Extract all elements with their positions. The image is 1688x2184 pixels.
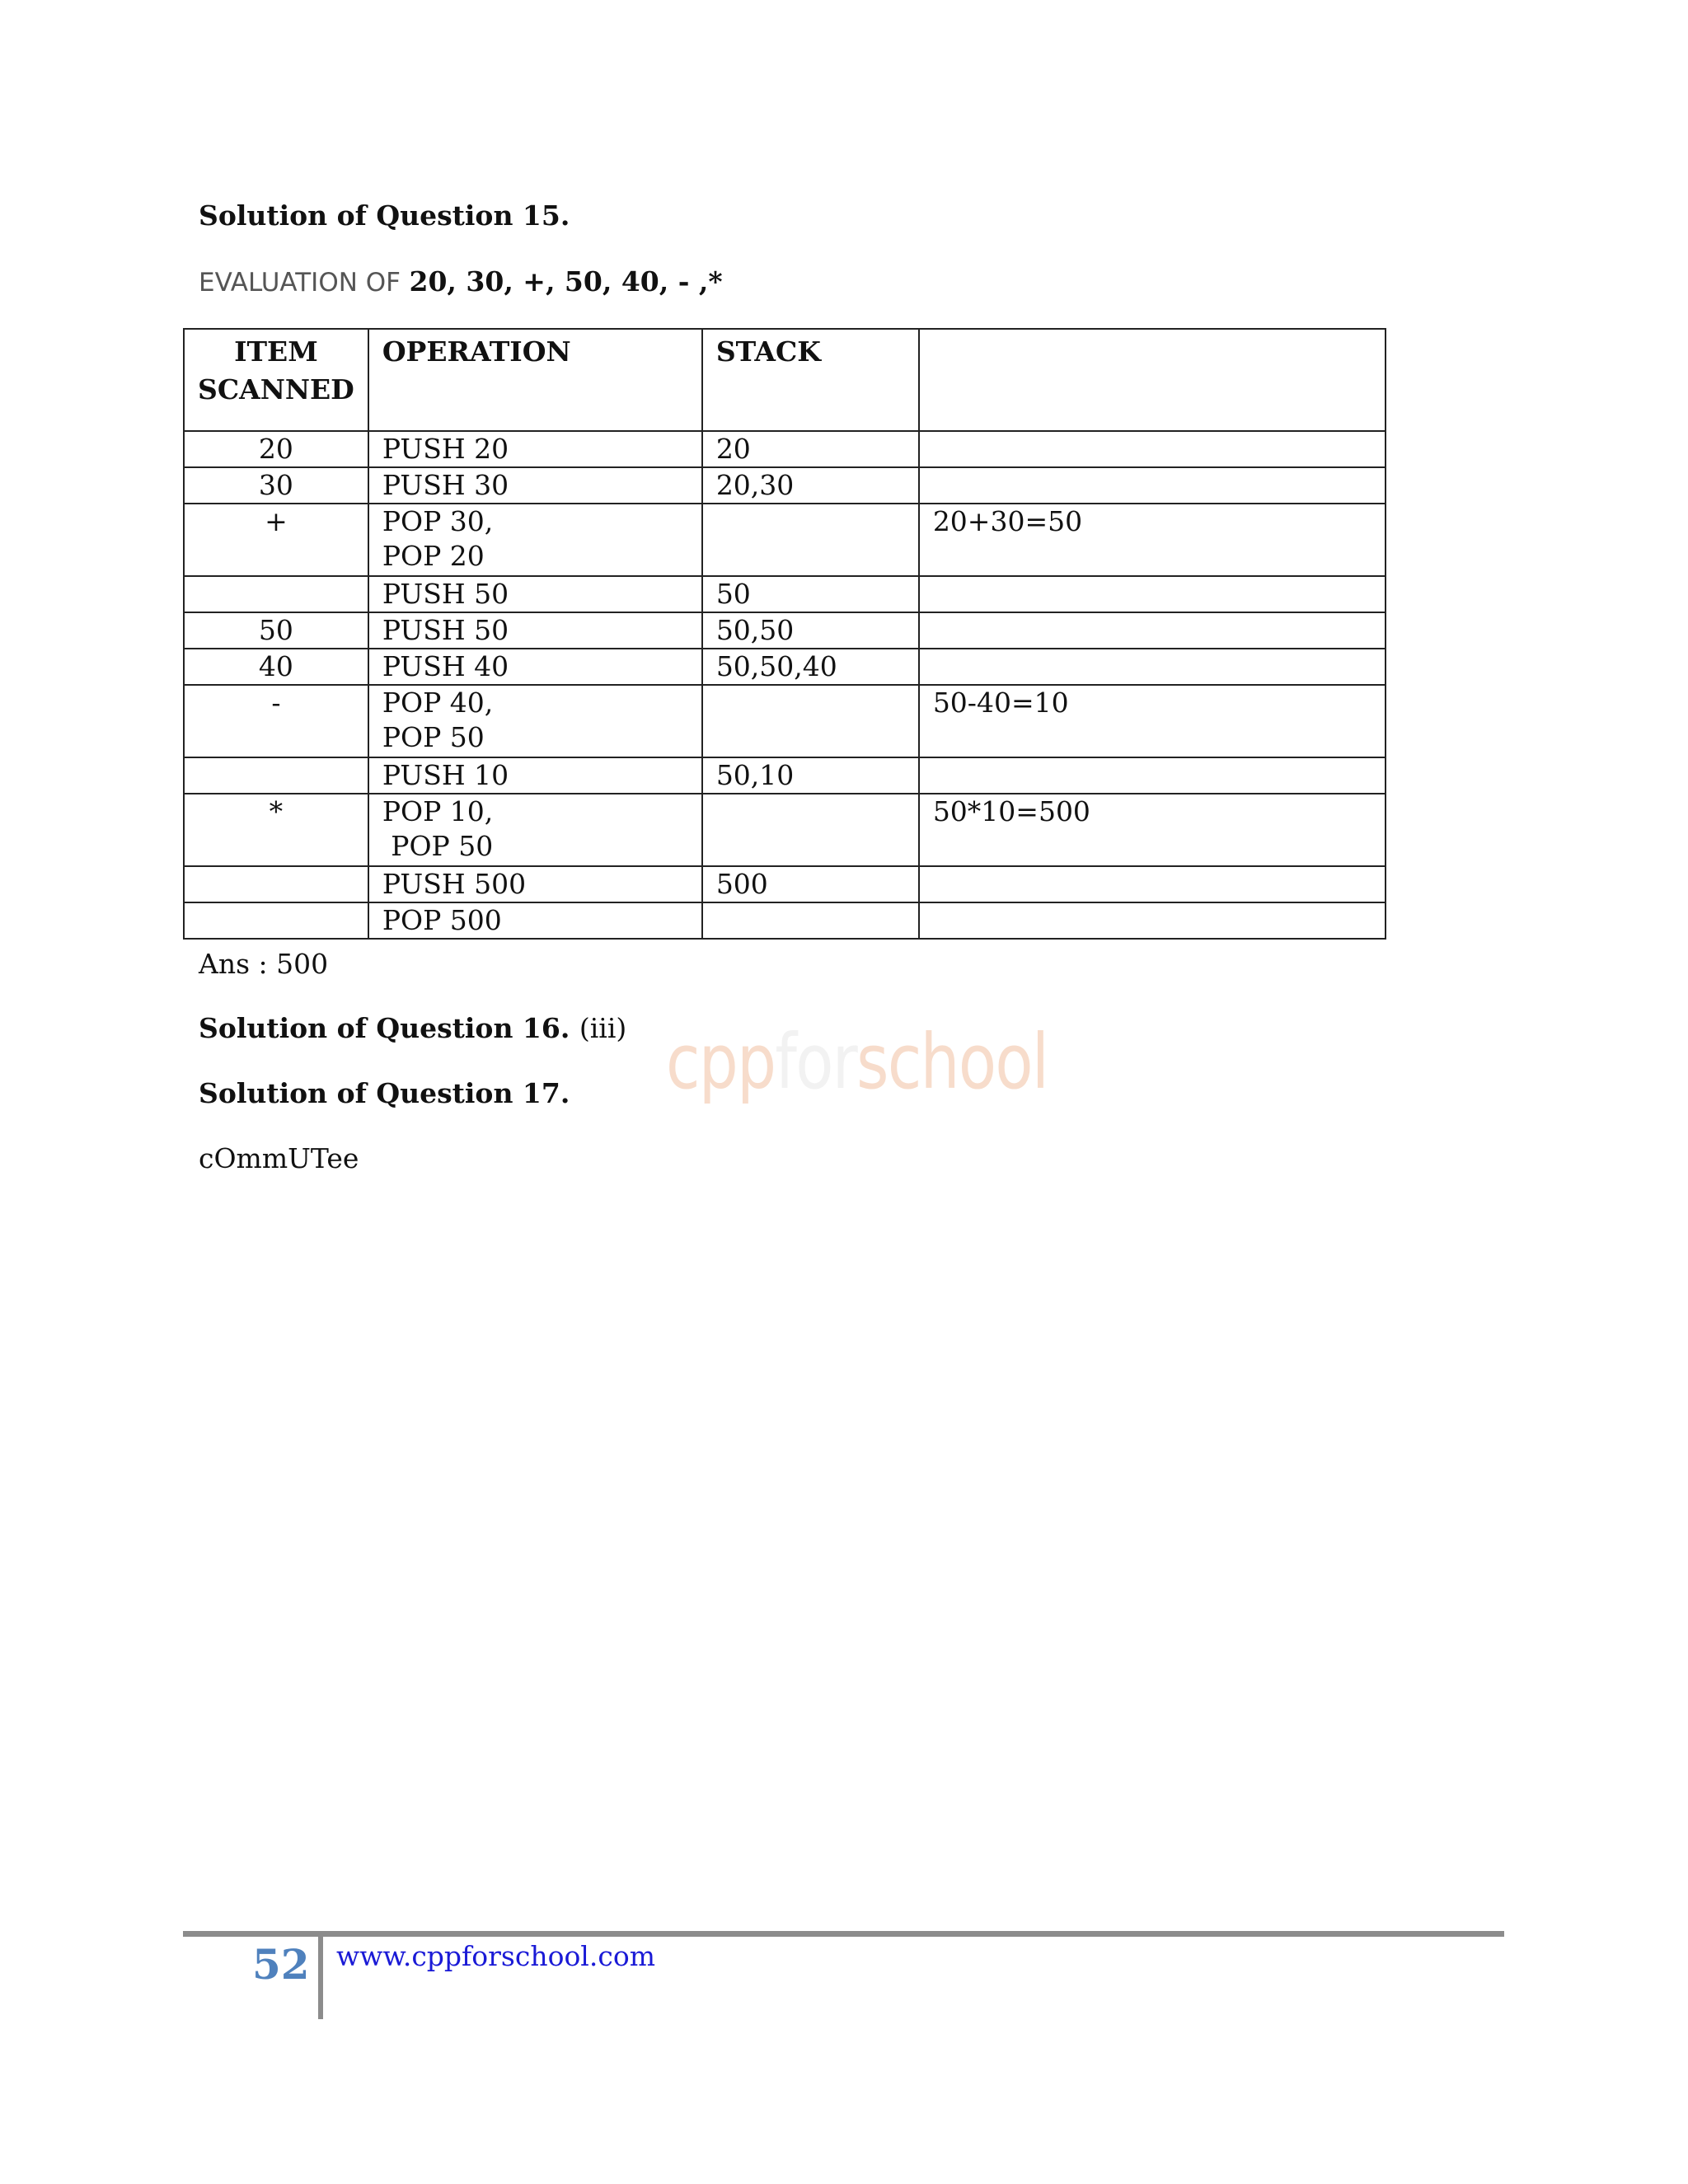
- cell-stack: [702, 685, 919, 757]
- header-result: [919, 329, 1386, 431]
- cell-stack: [702, 504, 919, 576]
- footer-rule: [183, 1931, 1504, 1937]
- table-row: [184, 504, 1386, 576]
- cell-operation: PUSH 50: [368, 612, 702, 649]
- table-row: [184, 685, 1386, 757]
- question-16-answer: (iii): [579, 1012, 627, 1044]
- heading-question-17: Solution of Question 17.: [199, 1077, 570, 1109]
- heading-question-15: Solution of Question 15.: [199, 199, 570, 232]
- cell-operation: PUSH 10: [368, 757, 702, 794]
- evaluation-line: [199, 265, 723, 298]
- table-row: [184, 866, 1386, 902]
- cell-item: [184, 902, 368, 939]
- cell-result: [919, 576, 1386, 612]
- table-row: [184, 467, 1386, 504]
- cell-result: [919, 649, 1386, 685]
- cell-stack: 20: [702, 431, 919, 467]
- cell-result: 50-40=10: [919, 685, 1386, 757]
- cppforschool-watermark-logo: cppforschool: [666, 1018, 1048, 1106]
- table-row: [184, 576, 1386, 612]
- cell-operation: PUSH 500: [368, 866, 702, 902]
- cell-result: [919, 866, 1386, 902]
- cell-result: 50*10=500: [919, 794, 1386, 866]
- cell-item: -: [184, 685, 368, 757]
- header-stack: STACK: [702, 329, 919, 431]
- table-row: [184, 794, 1386, 866]
- table-row: [184, 757, 1386, 794]
- cell-stack: [702, 794, 919, 866]
- cell-stack: 50: [702, 576, 919, 612]
- table-row: [184, 902, 1386, 939]
- cell-operation: POP 500: [368, 902, 702, 939]
- evaluation-label: EVALUATION OF: [199, 268, 401, 298]
- header-item-scanned: ITEM SCANNED: [184, 329, 368, 431]
- cell-stack: 50,50,40: [702, 649, 919, 685]
- cell-result: [919, 467, 1386, 504]
- table-row: [184, 431, 1386, 467]
- cell-item: +: [184, 504, 368, 576]
- cell-item: [184, 757, 368, 794]
- question-17-answer: cOmmUTee: [199, 1142, 359, 1174]
- cell-operation: PUSH 30: [368, 467, 702, 504]
- cell-item: 50: [184, 612, 368, 649]
- cell-result: [919, 431, 1386, 467]
- header-operation: OPERATION: [368, 329, 702, 431]
- cell-result: [919, 612, 1386, 649]
- heading-question-16: [199, 1012, 626, 1044]
- cell-result: 20+30=50: [919, 504, 1386, 576]
- table-header-row: [184, 329, 1386, 431]
- cell-item: [184, 576, 368, 612]
- cell-item: *: [184, 794, 368, 866]
- cell-item: [184, 866, 368, 902]
- footer-divider: [318, 1937, 323, 2019]
- cell-operation: POP 30, POP 20: [368, 504, 702, 576]
- cell-operation: POP 40, POP 50: [368, 685, 702, 757]
- table-row: [184, 612, 1386, 649]
- cell-stack: 50,10: [702, 757, 919, 794]
- cell-item: 40: [184, 649, 368, 685]
- final-answer: Ans : 500: [199, 948, 329, 980]
- page-number: 52: [252, 1940, 310, 1989]
- cell-result: [919, 902, 1386, 939]
- heading-question-16-label: Solution of Question 16.: [199, 1012, 570, 1044]
- cell-operation: PUSH 20: [368, 431, 702, 467]
- cell-stack: 50,50: [702, 612, 919, 649]
- cell-operation: POP 10, POP 50: [368, 794, 702, 866]
- cell-result: [919, 757, 1386, 794]
- cell-stack: 500: [702, 866, 919, 902]
- cell-stack: [702, 902, 919, 939]
- stack-evaluation-table: [183, 328, 1386, 940]
- website-link[interactable]: www.cppforschool.com: [336, 1940, 655, 1972]
- evaluation-expression: 20, 30, +, 50, 40, - ,*: [409, 265, 723, 298]
- cell-item: 20: [184, 431, 368, 467]
- table-row: [184, 649, 1386, 685]
- cell-operation: PUSH 50: [368, 576, 702, 612]
- cell-stack: 20,30: [702, 467, 919, 504]
- cell-item: 30: [184, 467, 368, 504]
- cell-operation: PUSH 40: [368, 649, 702, 685]
